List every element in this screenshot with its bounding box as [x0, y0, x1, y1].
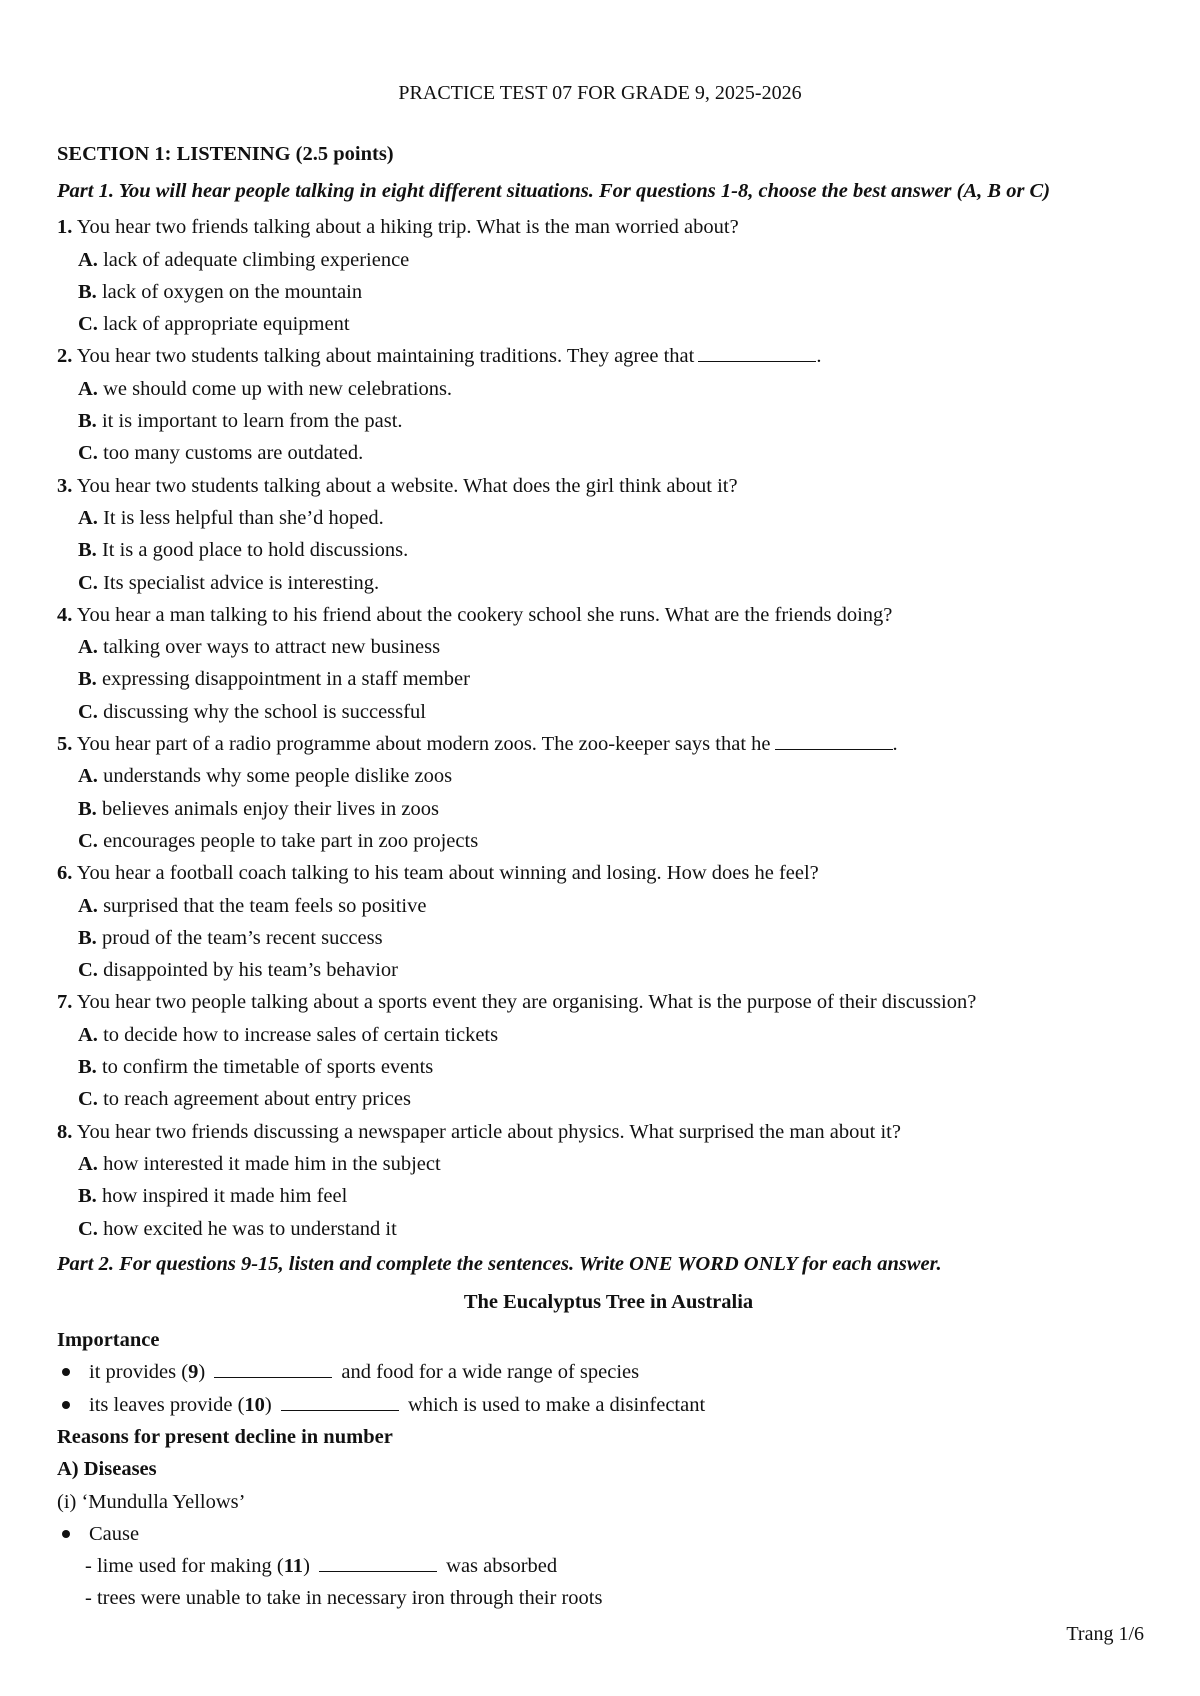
question-6-option-b[interactable]	[57, 922, 1160, 954]
bullet-item-9: it provides (9) and food for a wide range of species	[57, 1356, 1160, 1388]
question-text: You hear two friends talking about a hiking trip. What is the man worried about?	[76, 216, 739, 239]
question-number: 2.	[57, 345, 73, 368]
item11-prefix: - lime used for making (	[85, 1555, 284, 1578]
option-letter: B.	[78, 1056, 97, 1079]
question-1-option-a[interactable]	[57, 244, 1160, 276]
question-5-option-c[interactable]	[57, 825, 1160, 857]
option-letter: B.	[78, 926, 97, 949]
question-6-option-c[interactable]	[57, 954, 1160, 986]
question-4-option-a[interactable]	[57, 631, 1160, 663]
item10-number: 10	[244, 1393, 265, 1416]
option-text: It is a good place to hold discussions.	[101, 539, 409, 562]
diseases-heading: A) Diseases	[57, 1458, 157, 1481]
cause-bullet	[57, 1518, 1160, 1550]
option-text: too many customs are outdated.	[103, 442, 364, 465]
question-text: You hear two students talking about a website. What does the girl think about it?	[76, 474, 738, 497]
page-number: Trang 1/6	[1066, 1623, 1144, 1645]
question-1-option-b[interactable]	[57, 276, 1160, 308]
question-text: You hear a man talking to his friend about the cookery school she runs. What are the friends doing?	[76, 603, 893, 626]
question-8	[57, 1116, 1160, 1148]
option-letter: A.	[78, 1023, 98, 1046]
option-letter: A.	[78, 377, 98, 400]
option-letter: C.	[78, 571, 98, 594]
question-3-option-c[interactable]	[57, 567, 1160, 599]
question-text: You hear part of a radio programme about modern zoos. The zoo-keeper says that he	[76, 733, 771, 756]
option-letter: C.	[78, 442, 98, 465]
item11-suffix: was absorbed	[446, 1555, 558, 1578]
option-text: It is less helpful than she’d hoped.	[103, 506, 384, 529]
option-letter: B.	[78, 410, 97, 433]
question-6	[57, 857, 1160, 889]
reasons-heading: Reasons for present decline in number	[57, 1425, 393, 1448]
item9-prefix: it provides (	[89, 1361, 189, 1384]
option-text: how interested it made him in the subject	[103, 1152, 441, 1175]
question-list	[57, 211, 1160, 1245]
part1-instruction: Part 1. You will hear people talking in eight different situations. For questions 1-8, choose the best answer (A, B or C)	[57, 180, 1051, 203]
option-text: Its specialist advice is interesting.	[103, 571, 380, 594]
question-7-option-b[interactable]	[57, 1051, 1160, 1083]
question-1	[57, 211, 1160, 243]
option-letter: C.	[78, 313, 98, 336]
question-8-option-a[interactable]	[57, 1148, 1160, 1180]
question-8-option-c[interactable]	[57, 1213, 1160, 1245]
option-text: lack of oxygen on the mountain	[101, 280, 363, 303]
option-letter: A.	[78, 765, 98, 788]
item11-number: 11	[283, 1555, 304, 1578]
option-text: proud of the team’s recent success	[101, 926, 383, 949]
question-3-option-a[interactable]	[57, 502, 1160, 534]
option-text: to decide how to increase sales of certain tickets	[103, 1023, 499, 1046]
question-2-option-c[interactable]	[57, 437, 1160, 469]
option-text: talking over ways to attract new business	[103, 636, 441, 659]
answer-blank-10[interactable]	[281, 1390, 399, 1411]
question-6-option-a[interactable]	[57, 890, 1160, 922]
page-title: PRACTICE TEST 07 FOR GRADE 9, 2025-2026	[398, 82, 802, 104]
question-5-option-a[interactable]	[57, 760, 1160, 792]
mundulla-label: (i) ‘Mundulla Yellows’	[57, 1490, 246, 1513]
option-letter: C.	[78, 959, 98, 982]
item-11-line: - lime used for making (11) was absorbed	[57, 1550, 1160, 1582]
option-letter: A.	[78, 636, 98, 659]
item9-suffix: and food for a wide range of species	[341, 1361, 640, 1384]
option-text: believes animals enjoy their lives in zoos	[101, 797, 439, 820]
cause-label: Cause	[89, 1522, 140, 1545]
question-3	[57, 470, 1160, 502]
option-text: encourages people to take part in zoo projects	[103, 829, 479, 852]
option-text: disappointed by his team’s behavior	[103, 959, 398, 982]
item10-suffix: which is used to make a disinfectant	[408, 1393, 706, 1416]
option-letter: B.	[78, 280, 97, 303]
option-letter: A.	[78, 894, 98, 917]
option-text: lack of appropriate equipment	[103, 313, 350, 336]
answer-blank-11[interactable]	[319, 1551, 437, 1572]
question-2-option-b[interactable]	[57, 405, 1160, 437]
option-text: it is important to learn from the past.	[101, 410, 403, 433]
question-text: You hear two friends discussing a newspaper article about physics. What surprised the man about it?	[76, 1120, 901, 1143]
question-end-punctuation: .	[892, 733, 898, 756]
option-text: to confirm the timetable of sports events	[101, 1056, 434, 1079]
option-letter: B.	[78, 1185, 97, 1208]
question-2	[57, 340, 1160, 372]
question-text: You hear two people talking about a sports event they are organising. What is the purpose of their discussion?	[76, 991, 977, 1014]
option-letter: C.	[78, 829, 98, 852]
question-end-punctuation: .	[816, 345, 822, 368]
question-7	[57, 986, 1160, 1018]
question-4-option-c[interactable]	[57, 696, 1160, 728]
question-number: 7.	[57, 991, 73, 1014]
bullet-item-10: its leaves provide (10) which is used to make a disinfectant	[57, 1389, 1160, 1421]
option-letter: C.	[78, 700, 98, 723]
option-letter: A.	[78, 1152, 98, 1175]
question-number: 5.	[57, 733, 73, 756]
part2-subtitle: The Eucalyptus Tree in Australia	[463, 1290, 754, 1313]
question-8-option-b[interactable]	[57, 1180, 1160, 1212]
option-text: how inspired it made him feel	[101, 1185, 348, 1208]
option-text: understands why some people dislike zoos	[103, 765, 453, 788]
option-text: how excited he was to understand it	[103, 1217, 397, 1240]
option-letter: A.	[78, 506, 98, 529]
document-content	[57, 138, 1160, 1615]
question-number: 6.	[57, 862, 73, 885]
roots-line: - trees were unable to take in necessary iron through their roots	[85, 1587, 603, 1610]
question-2-option-a[interactable]	[57, 373, 1160, 405]
option-text: to reach agreement about entry prices	[103, 1088, 411, 1111]
option-letter: B.	[78, 668, 97, 691]
option-letter: A.	[78, 248, 98, 271]
option-text: surprised that the team feels so positive	[103, 894, 427, 917]
option-letter: B.	[78, 797, 97, 820]
question-7-option-c[interactable]	[57, 1083, 1160, 1115]
option-text: lack of adequate climbing experience	[103, 248, 410, 271]
question-4	[57, 599, 1160, 631]
question-text: You hear a football coach talking to his team about winning and losing. How does he feel?	[76, 862, 819, 885]
question-5	[57, 728, 1160, 760]
option-text: expressing disappointment in a staff member	[101, 668, 470, 691]
option-text: discussing why the school is successful	[103, 700, 426, 723]
question-number: 8.	[57, 1120, 73, 1143]
question-number: 3.	[57, 474, 73, 497]
option-letter: C.	[78, 1088, 98, 1111]
question-number: 1.	[57, 216, 73, 239]
question-number: 4.	[57, 603, 73, 626]
question-5-option-b[interactable]	[57, 793, 1160, 825]
answer-blank-9[interactable]	[214, 1357, 332, 1378]
part2-instruction: Part 2. For questions 9-15, listen and complete the sentences. Write ONE WORD ONLY for each answer.	[57, 1252, 942, 1275]
option-letter: B.	[78, 539, 97, 562]
item9-number: 9	[188, 1361, 199, 1384]
question-text: You hear two students talking about maintaining traditions. They agree that	[76, 345, 695, 368]
answer-blank[interactable]	[775, 729, 893, 750]
option-text: we should come up with new celebrations.	[103, 377, 453, 400]
question-4-option-b[interactable]	[57, 663, 1160, 695]
answer-blank[interactable]	[698, 341, 816, 362]
question-1-option-c[interactable]	[57, 308, 1160, 340]
section-heading: SECTION 1: LISTENING (2.5 points)	[57, 143, 394, 165]
question-7-option-a[interactable]	[57, 1019, 1160, 1051]
item10-prefix: its leaves provide (	[89, 1393, 245, 1416]
importance-heading: Importance	[57, 1329, 160, 1352]
option-letter: C.	[78, 1217, 98, 1240]
question-3-option-b[interactable]	[57, 534, 1160, 566]
